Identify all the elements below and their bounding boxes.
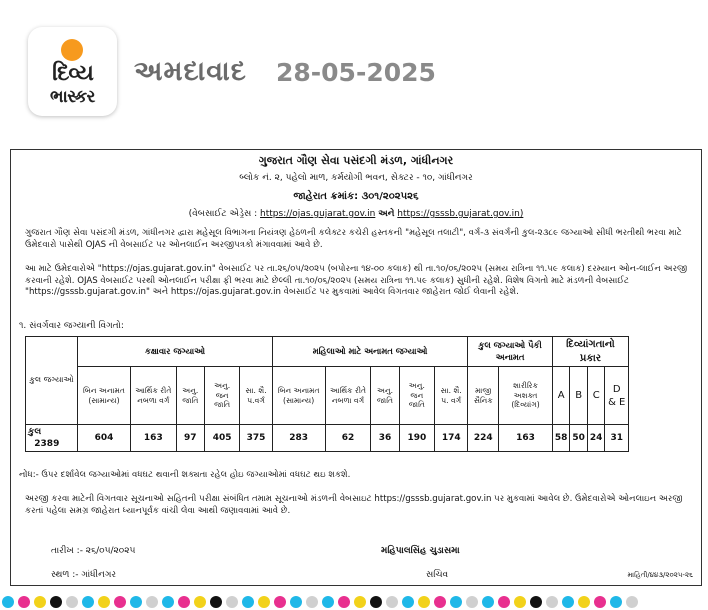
advertisement-number: જાહેરાત ક્રમાંક: ૩૦૧/૨૦૨૫૨૬ [293, 191, 419, 202]
decorative-dot [546, 596, 558, 608]
decorative-dot [226, 596, 238, 608]
advertisement-document [10, 149, 702, 586]
total-value: 2389 [34, 439, 60, 450]
edition-city: અમદાવાદ [134, 56, 247, 87]
decorative-dot [530, 596, 542, 608]
decorative-dot [322, 596, 334, 608]
table-cell: 58 [552, 425, 570, 452]
board-title: ગુજરાત ગૌણ સેવા પસંદગી મંડળ, ગાંધીનગર [258, 154, 454, 167]
color-strip [0, 596, 708, 610]
decorative-dot [386, 596, 398, 608]
table-cell: 24 [587, 425, 605, 452]
group-disability: દિવ્યાંગતાનો પ્રકાર [552, 337, 628, 367]
total-cell [26, 425, 78, 452]
group-category: કક્ષાવાર જગ્યાઓ [78, 337, 273, 367]
note-text: નોંધ:- ઉપર દર્શાવેલ જગ્યાઓમાં વધઘટ થવાની શક્યતા રહેલ હોઇ જગ્યાઓમાં વધઘટ થઇ શકશે. [19, 470, 351, 480]
website-link-gsssb[interactable]: https://gsssb.gujarat.gov.in) [397, 209, 524, 219]
signatory-designation: સચિવ [426, 570, 449, 580]
decorative-dot [66, 596, 78, 608]
decorative-dot [578, 596, 590, 608]
decorative-dot [594, 596, 606, 608]
table-cell: 36 [371, 425, 399, 452]
table-cell: 62 [325, 425, 371, 452]
vacancy-table [25, 336, 629, 452]
table-cell: 190 [399, 425, 435, 452]
decorative-dot [114, 596, 126, 608]
col-header: અનુ. જન જાતિ [399, 367, 435, 425]
decorative-dot [242, 596, 254, 608]
instructions-paragraph: અરજી કરવા માટેની વિગતવાર સૂચનાઓ સહિતની પરીક્ષા સંબંધિત તમામ સૂચનાઓ મંડળની વેબસાઇટ https://gsssb.gujarat.gov.in પર મુકવામાં આવેલ છે. ઉમેદવારોએ ઓનલાઇન અરજી કરતાં પહેલા સમગ્ર જાહેરાત ધ્યાનપૂર્વક વાંચી લેવા આથી જણાવવામાં આવે છે. [25, 494, 683, 516]
decorative-dot [402, 596, 414, 608]
decorative-dot [498, 596, 510, 608]
decorative-dot [194, 596, 206, 608]
table-cell: 405 [204, 425, 240, 452]
divya-bhaskar-logo [28, 27, 117, 116]
total-head: કુલ જગ્યાઓ [26, 337, 78, 425]
reference-number: માહિતી/૪૪૩/૨૦૨૫-૨૬ [627, 571, 693, 579]
website-and: અને [378, 209, 395, 219]
decorative-dot [610, 596, 622, 608]
col-header: શારીરિક અશક્ત (દિવ્યાંગ) [499, 367, 553, 425]
decorative-dot [434, 596, 446, 608]
decorative-dot [370, 596, 382, 608]
table-cell: 174 [435, 425, 468, 452]
decorative-dot [146, 596, 158, 608]
decorative-dot [82, 596, 94, 608]
row-label: કુલ [28, 427, 42, 437]
decorative-dot [354, 596, 366, 608]
decorative-dot [306, 596, 318, 608]
col-header: આર્થિક રીતે નબળા વર્ગ [130, 367, 176, 425]
decorative-dot [418, 596, 430, 608]
notice-place: સ્થળ :- ગાંધીનગર [51, 570, 117, 580]
table-cell: 97 [176, 425, 204, 452]
decorative-dot [18, 596, 30, 608]
board-address: બ્લોક નં. ૨, પહેલો માળ, કર્મયોગી ભવન, સેક્ટર - ૧૦, ગાંધીનગર [239, 173, 473, 183]
col-header: B [570, 367, 588, 425]
col-header: બિન અનામત (સામાન્ય) [272, 367, 325, 425]
decorative-dot [2, 596, 14, 608]
col-header: અનુ. જાતિ [176, 367, 204, 425]
section-heading: ૧. સંવર્ગવાર જગ્યાની વિગતો: [19, 321, 124, 331]
table-cell: 31 [605, 425, 629, 452]
col-header: અનુ. જાતિ [371, 367, 399, 425]
decorative-dot [338, 596, 350, 608]
table-cell: 163 [130, 425, 176, 452]
intro-paragraph: ગુજરાત ગૌણ સેવા પસંદગી મંડળ, ગાંધીનગર દ્વારા મહેસૂલ વિભાગના નિયંત્રણ હેઠળની કલેક્ટર કચેરી હસ્તકની "મહેસૂલ તલાટી", વર્ગ-૩ સંવર્ગની કુલ-૨૩૮૯ જગ્યાઓ સીધી ભરતીથી ભરવા માટે ઉમેદવારો પાસેથી OJAS ની વેબસાઈટ પર ઓનલાઈન અરજીપત્રકો મંગાવવામાં આવે છે. [25, 228, 682, 250]
col-header: C [587, 367, 605, 425]
signatory-name: મહિપાલસિંહ ચુડાસમા [381, 546, 460, 556]
table-cell: 604 [78, 425, 131, 452]
table-cell: 375 [240, 425, 272, 452]
website-label: (વેબસાઈટ એડ્રેસ : [188, 209, 258, 219]
decorative-dot [98, 596, 110, 608]
group-reserved: કુલ જગ્યાઓ પૈકી અનામત [468, 337, 553, 367]
group-women: મહિલાઓ માટે અનામત જગ્યાઓ [272, 337, 468, 367]
table-cell: 224 [468, 425, 499, 452]
col-header: બિન અનામત (સામાન્ય) [78, 367, 131, 425]
col-header: સા. શૈ. પ.વર્ગ [240, 367, 272, 425]
table-row [26, 425, 629, 452]
website-line [11, 208, 701, 220]
decorative-dot [258, 596, 270, 608]
decorative-dot [178, 596, 190, 608]
table-cell: 283 [272, 425, 325, 452]
decorative-dot [450, 596, 462, 608]
decorative-dot [50, 596, 62, 608]
col-header: આર્થિક રીતે નબળા વર્ગ [325, 367, 371, 425]
decorative-dot [290, 596, 302, 608]
decorative-dot [34, 596, 46, 608]
decorative-dot [466, 596, 478, 608]
col-header: અનુ. જન જાતિ [204, 367, 240, 425]
logo-word-2: ભાસ્કર [50, 87, 95, 107]
decorative-dot [514, 596, 526, 608]
col-header: માજી સૈનિક [468, 367, 499, 425]
decorative-dot [626, 596, 638, 608]
table-cell: 163 [499, 425, 553, 452]
website-link-ojas[interactable]: https://ojas.gujarat.gov.in [260, 209, 376, 219]
decorative-dot [482, 596, 494, 608]
decorative-dot [274, 596, 286, 608]
logo-word-1: દિવ્ય [52, 61, 93, 86]
edition-date: 28-05-2025 [276, 58, 436, 87]
decorative-dot [210, 596, 222, 608]
col-header: D & E [605, 367, 629, 425]
notice-date: તારીખ :- ૨૬/૦૫/૨૦૨૫ [51, 546, 136, 556]
decorative-dot [562, 596, 574, 608]
col-header: A [552, 367, 570, 425]
sun-icon [61, 39, 83, 61]
dates-paragraph: આ માટે ઉમેદવારોએ "https://ojas.gujarat.gov.in" વેબસાઈટ પર તા.૨૬/૦૫/૨૦૨૫ (બપોરના ૧૪-૦૦ કલાક) થી તા.૧૦/૦૬/૨૦૨૫ (સમય રાત્રિના ૧૧.૫૯ કલાક) દરમ્યાન ઓન-લાઈન અરજી કરવાની રહેશે. OJAS વેબસાઈટ પરથી ઓનલાઈન પરીક્ષા ફી ભરવા માટે છેલ્લી તા.૧૦/૦૬/૨૦૨૫ (સમય રાત્રિના ૧૧.૫૯ કલાક) સુધીની રહેશે. વિશેષ વિગતો માટે મંડળની વેબસાઈટ "https://gsssb.gujarat.gov.in" અને https://ojas.gujarat.gov.in વેબસાઈટ પર મુકવામાં આવેલ વિગતવાર જાહેરાત જોઈ લેવાની રહેશે. [25, 264, 688, 298]
col-header: સા. શૈ. પ. વર્ગ [435, 367, 468, 425]
decorative-dot [162, 596, 174, 608]
decorative-dot [130, 596, 142, 608]
table-cell: 50 [570, 425, 588, 452]
